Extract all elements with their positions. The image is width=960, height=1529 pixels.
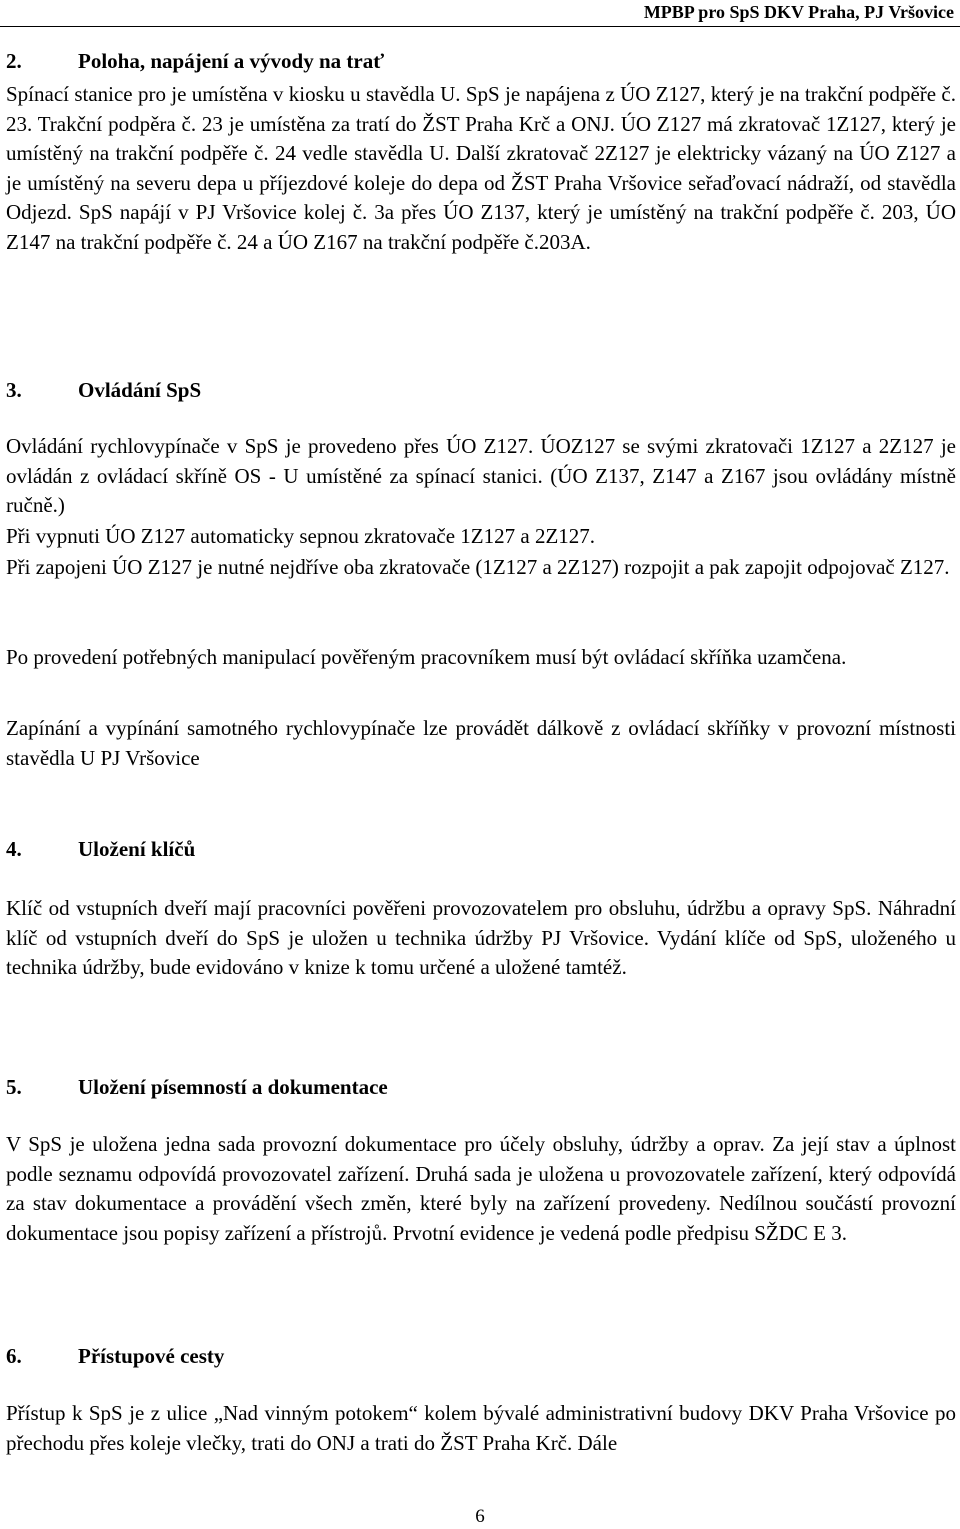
section-number: 3.	[6, 378, 22, 402]
section-number: 5.	[6, 1075, 22, 1099]
section-6-heading	[6, 1342, 224, 1371]
section-5-heading	[6, 1073, 388, 1102]
section-number: 4.	[6, 837, 22, 861]
section-6-paragraph-1: Přístup k SpS je z ulice „Nad vinným potokem“ kolem bývalé administrativní budovy DKV Praha Vršovice po přechodu přes koleje vlečky, trati do ONJ a trati do ŽST Praha Krč. Dále	[6, 1401, 956, 1455]
section-2-paragraph-1: Spínací stanice pro je umístěna v kiosku u stavědla U. SpS je napájena z ÚO Z127, který je na trakční podpěře č. 23. Trakční podpěra č. 23 je umístěna za tratí do ŽST Praha Krč a ONJ. ÚO Z127 má zkratovač 1Z127, který je umístěný na trakční podpěře č. 24 vedle stavědla U. Další zkratovač 2Z127 je elektricky vázaný na ÚO Z127 a je umístěný na severu depa u příjezdové koleje do depa od ŽST Praha Vršovice seřaďovací nádraží, od stavědla Odjezd. SpS napájí v PJ Vršovice kolej č. 3a přes ÚO Z137, který je umístěný na trakční podpěře č. 203, ÚO Z147 na trakční podpěře č. 24 a ÚO Z167 na trakční podpěře č.203A.	[6, 82, 956, 254]
section-title: Uložení klíčů	[78, 837, 196, 861]
section-3-heading	[6, 376, 201, 405]
page-number: 6	[475, 1506, 485, 1527]
section-title: Poloha, napájení a vývody na trať	[78, 49, 385, 73]
section-3-paragraph-4: Po provedení potřebných manipulací pověřeným pracovníkem musí být ovládací skříňka uzamčena.	[6, 645, 847, 669]
section-3-paragraph-5: Zapínání a vypínání samotného rychlovypínače lze provádět dálkově z ovládací skříňky v provozní místnosti stavědla U PJ Vršovice	[6, 716, 956, 770]
running-header: MPBP pro SpS DKV Praha, PJ Vršovice	[643, 2, 954, 22]
header-rule	[0, 26, 960, 27]
section-title: Uložení písemností a dokumentace	[78, 1075, 388, 1099]
section-2-heading	[6, 47, 384, 76]
section-4-paragraph-1: Klíč od vstupních dveří mají pracovníci pověřeni provozovatelem pro obsluhu, údržbu a opravy SpS. Náhradní klíč od vstupních dveří do SpS je uložen u technika údržby PJ Vršovice. Vydání klíče od SpS, uloženého u technika údržby, bude evidováno v knize k tomu určené a uložené tamtéž.	[6, 896, 956, 979]
section-3-paragraph-1: Ovládání rychlovypínače v SpS je provedeno přes ÚO Z127. ÚOZ127 se svými zkratovači 1Z127 a 2Z127 je ovládán z ovládací skříně OS - U umístěné za spínací stanici. (ÚO Z137, Z147 a Z167 jsou ovládány místně ručně.)	[6, 434, 956, 517]
section-3-paragraph-3: Při zapojeni ÚO Z127 je nutné nejdříve oba zkratovače (1Z127 a 2Z127) rozpojit a pak zapojit odpojovač Z127.	[6, 555, 950, 579]
section-number: 6.	[6, 1344, 22, 1368]
section-number: 2.	[6, 49, 22, 73]
section-title: Ovládání SpS	[78, 378, 202, 402]
section-5-paragraph-1: V SpS je uložena jedna sada provozní dokumentace pro účely obsluhy, údržby a oprav. Za její stav a úplnost podle seznamu odpovídá provozovatel zařízení. Druhá sada je uložena u provozovatele zařízení, který odpovídá za stav dokumentace a provádění všech změn, které byly na zařízení provedeny. Nedílnou součástí provozní dokumentace jsou popisy zařízení a přístrojů. Prvotní evidence je vedená podle předpisu SŽDC E 3.	[6, 1132, 956, 1245]
section-4-heading	[6, 835, 195, 864]
section-title: Přístupové cesty	[78, 1344, 225, 1368]
section-3-paragraph-2: Při vypnuti ÚO Z127 automaticky sepnou zkratovače 1Z127 a 2Z127.	[6, 524, 596, 548]
